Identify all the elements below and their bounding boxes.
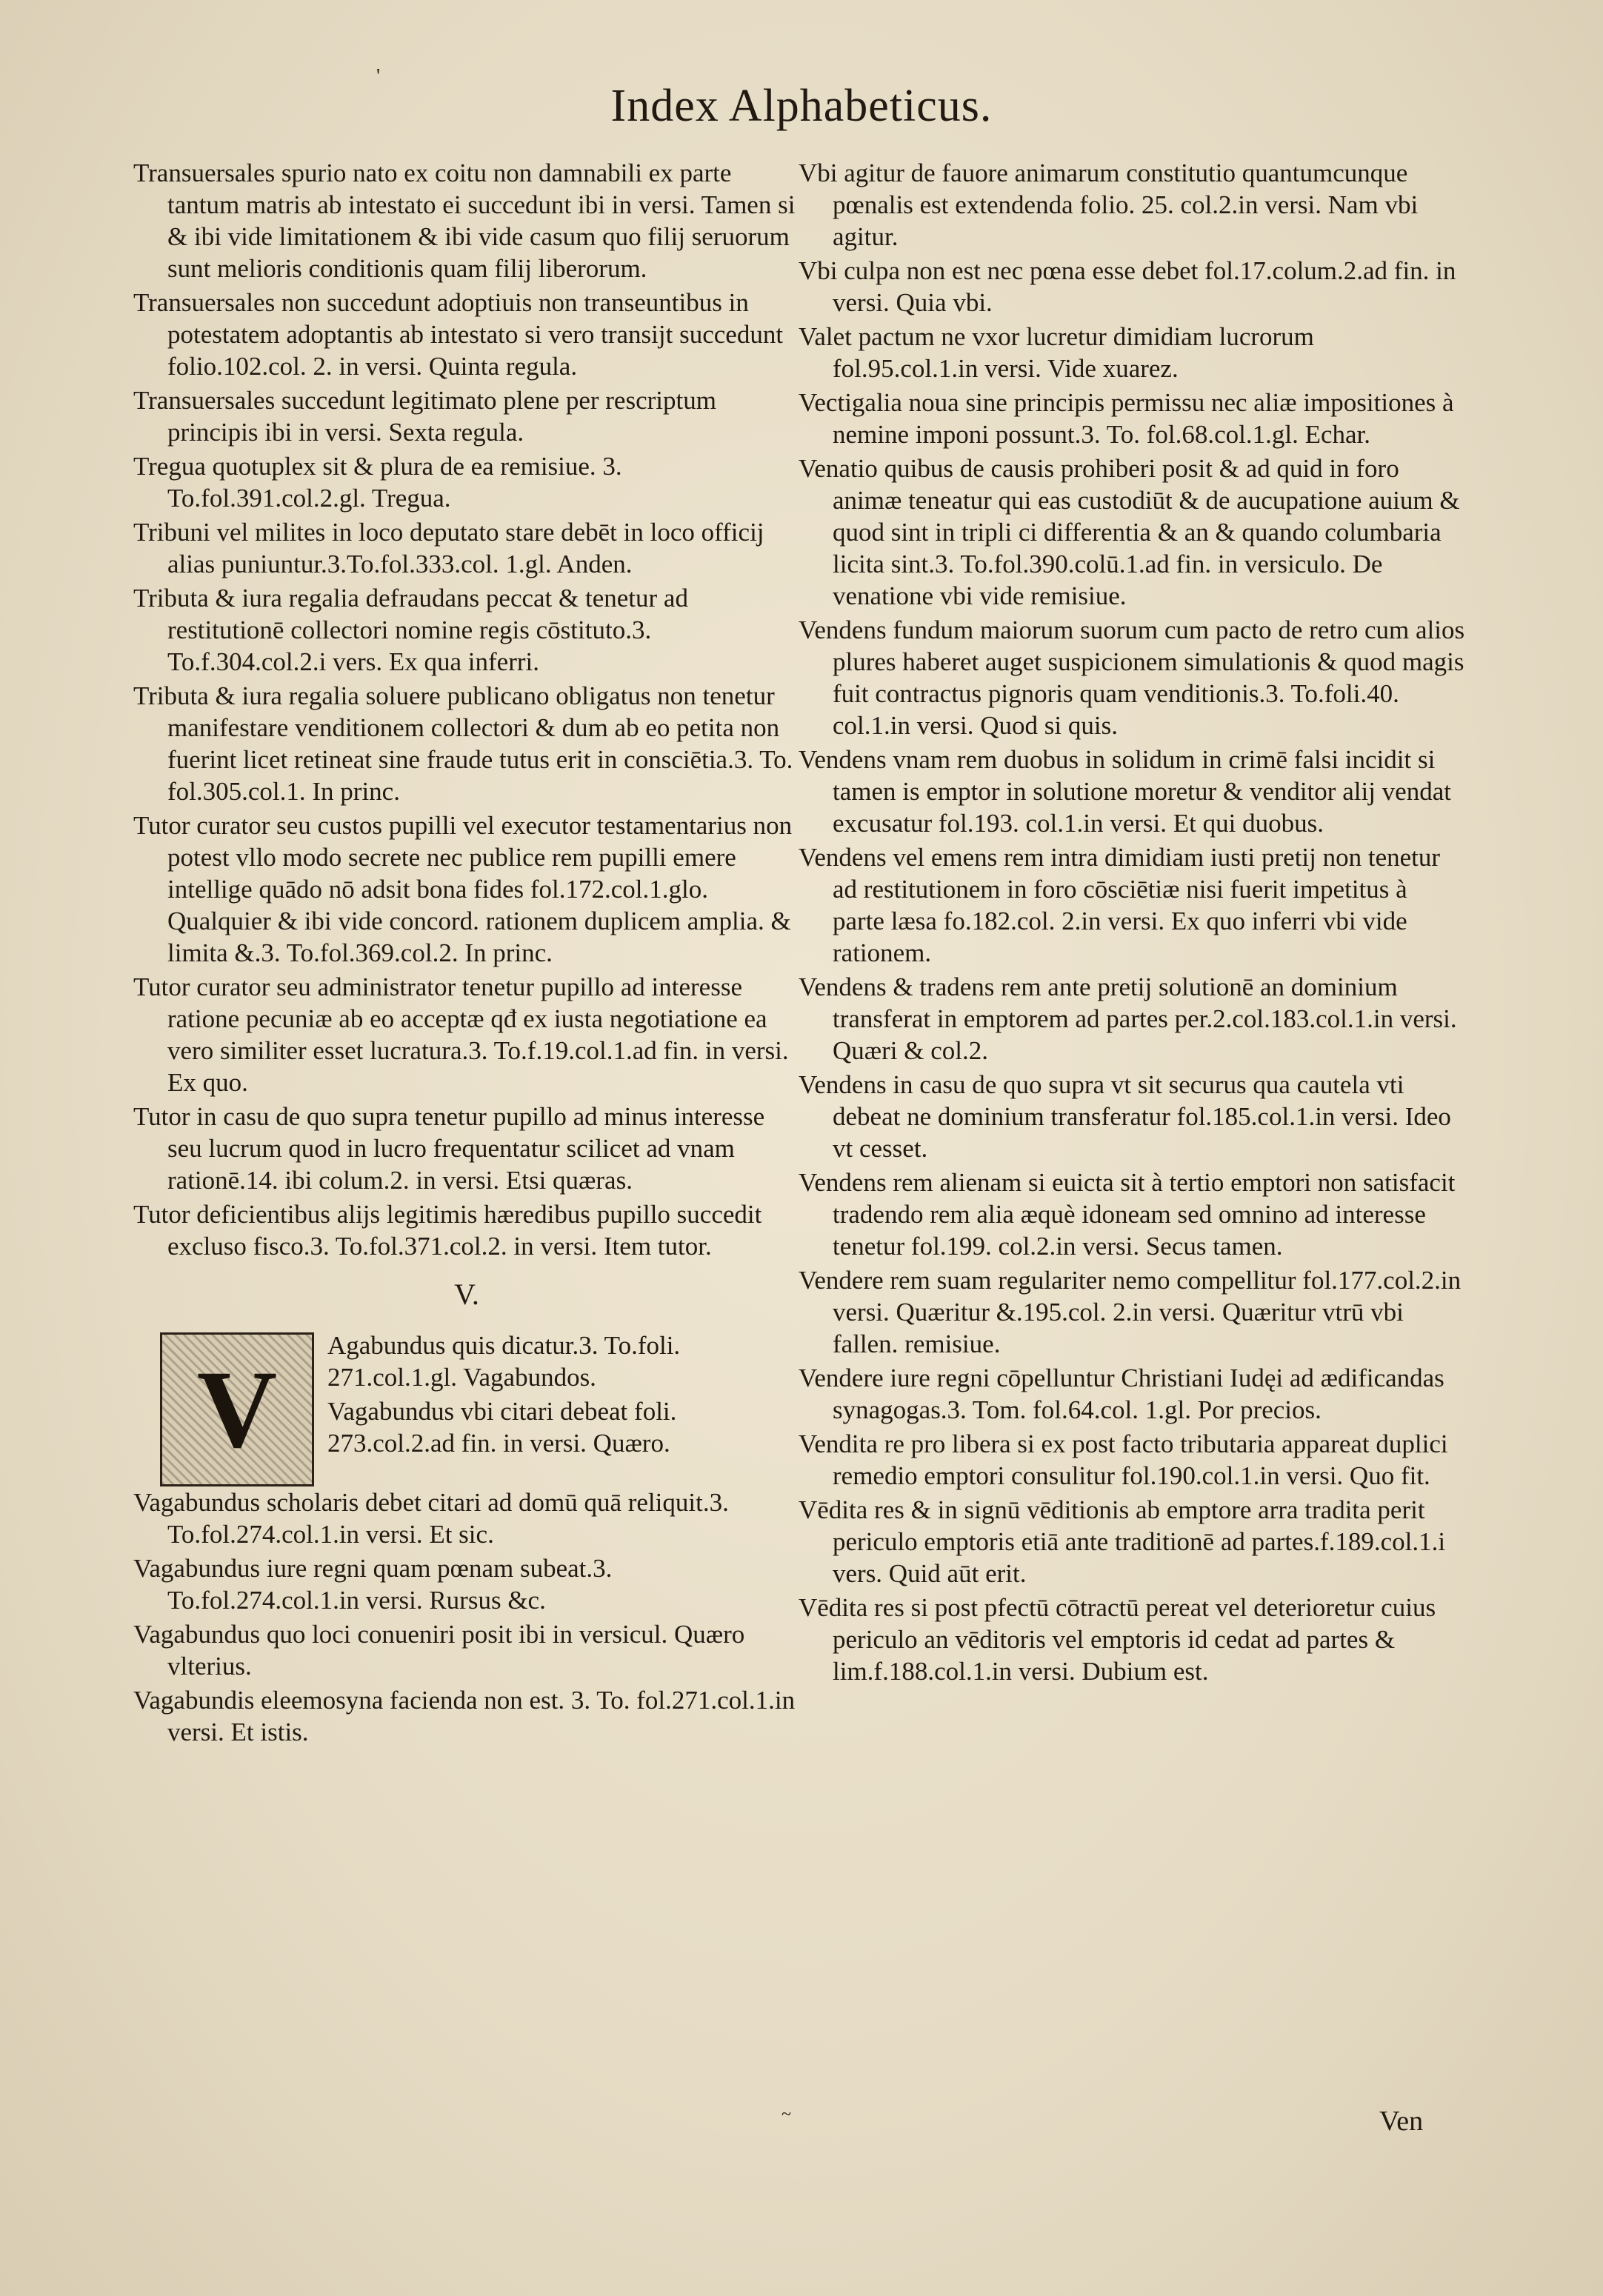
top-mark: ' xyxy=(376,65,381,88)
index-entry: Vagabundus quo loci conueniri posit ibi in versicul. Quæro vlterius. xyxy=(133,1620,745,1681)
left-entries-after xyxy=(133,1486,800,1748)
index-entry: Tutor deficientibus alijs legitimis hæredibus pupillo succedit excluso fisco.3. To.fol.371.col.2. in versi. Item tutor. xyxy=(133,1200,762,1261)
right-entries xyxy=(799,157,1465,1687)
dropcap-block xyxy=(133,1329,800,1486)
decorated-initial: V xyxy=(160,1332,314,1486)
index-entry: Vbi culpa non est nec pœna esse debet fol.17.colum.2.ad fin. in versi. Quia vbi. xyxy=(799,256,1456,317)
index-entry: Transuersales succedunt legitimato plene per rescriptum principis ibi in versi. Sexta regula. xyxy=(133,386,716,447)
index-entry: Vendens vel emens rem intra dimidiam iusti pretij non tenetur ad restitutionem in foro cōsciētiæ nisi fuerit impetitus à parte læsa fo.182.col. 2.in versi. Ex quo inferri vbi vide rationem. xyxy=(799,843,1441,967)
left-column xyxy=(133,157,800,1750)
index-entry: Tribuni vel milites in loco deputato stare debēt in loco officij alias puniuntur.3.To.fol.333.col. 1.gl. Anden. xyxy=(133,518,764,578)
index-entry: Transuersales spurio nato ex coitu non damnabili ex parte tantum matris ab intestato ei succedunt ibi in versi. Tamen si & ibi vide limitationem & ibi vide casum quo filij seruorum sunt melioris conditionis quam filij liberorum. xyxy=(133,158,796,283)
right-column xyxy=(799,157,1465,1689)
index-entry: Vbi agitur de fauore animarum constitutio quantumcunque pœnalis est extendenda folio. 25. col.2.in versi. Nam vbi agitur. xyxy=(799,158,1419,251)
index-entry: Vendere rem suam regulariter nemo compellitur fol.177.col.2.in versi. Quæritur &.195.col. 2.in versi. Quæritur vtrū vbi fallen. remisiue. xyxy=(799,1266,1462,1358)
index-entry: Transuersales non succedunt adoptiuis non transeuntibus in potestatem adoptantis ab intestato si vero transijt succedunt folio.102.col. 2. in versi. Quinta regula. xyxy=(133,288,784,381)
index-entry: Vendens & tradens rem ante pretij solutionē an dominium transferat in emptorem ad partes per.2.col.183.col.1.in versi. Quæri & col.2. xyxy=(799,972,1457,1065)
index-entry: Valet pactum ne vxor lucretur dimidiam lucrorum fol.95.col.1.in versi. Vide xuarez. xyxy=(799,322,1314,383)
index-entry: Venatio quibus de causis prohiberi posit & ad quid in foro animæ teneatur qui eas custodiūt & de aucupatione auium & quod sint in tripli ci differentia & an & quando columbaria licita sint.3. To.fol.390.colū.1.ad fin. in versiculo. De venatione vbi vide remisiue. xyxy=(799,454,1460,610)
index-entry: Tutor curator seu administrator tenetur pupillo ad interesse ratione pecuniæ ab eo acceptæ qđ ex iusta negotiatione ea vero similiter esset lucratura.3. To.f.19.col.1.ad fin. in versi. Ex quo. xyxy=(133,972,789,1097)
left-entries xyxy=(133,157,800,1262)
index-entry: Vendens fundum maiorum suorum cum pacto de retro cum alios plures haberet auget suspicionem simulationis & quod magis fuit contractus pignoris quam venditionis.3. To.foli.40. col.1.in versi. Quod si quis. xyxy=(799,615,1465,740)
index-entry: Vectigalia noua sine principis permissu nec aliæ impositiones à nemine imponi possunt.3. To. fol.68.col.1.gl. Echar. xyxy=(799,388,1454,449)
index-entry: Tributa & iura regalia soluere publicano obligatus non tenetur manifestare venditionem collectori & dum ab eo petita non fuerint licet retineat sine fraude tutus erit in consciētia.3. To. fol.305.col.1. In princ. xyxy=(133,681,793,806)
index-entry: Vendens vnam rem duobus in solidum in crimē falsi incidit si tamen is emptor in solutione moretur & venditor alij vendat excusatur fol.193. col.1.in versi. Et qui duobus. xyxy=(799,745,1451,838)
index-entry: Tutor in casu de quo supra tenetur pupillo ad minus interesse seu lucrum quod in lucro frequentatur scilicet ad vnam rationē.14. ibi colum.2. in versi. Etsi quæras. xyxy=(133,1102,765,1195)
index-entry: Agabundus quis dicatur.3. To.foli. 271.col.1.gl. Vagabundos. xyxy=(327,1331,681,1392)
index-entry: Vendens in casu de quo supra vt sit securus qua cautela vti debeat ne dominium transferatur fol.185.col.1.in versi. Ideo vt cesset. xyxy=(799,1070,1451,1163)
index-entry: Tutor curator seu custos pupilli vel executor testamentarius non potest vllo modo secrete nec publice rem pupilli emere intellige quādo nō adsit bona fides fol.172.col.1.glo. Qualquier & ibi vide concord. rationem duplicem amplia. & limita &.3. To.fol.369.col.2. In princ. xyxy=(133,811,793,967)
index-entry: Tregua quotuplex sit & plura de ea remisiue. 3. To.fol.391.col.2.gl. Tregua. xyxy=(133,452,622,513)
ornament: ~ xyxy=(781,2105,791,2124)
index-entry: Vagabundis eleemosyna facienda non est. 3. To. fol.271.col.1.in versi. Et istis. xyxy=(133,1686,796,1746)
section-letter: V. xyxy=(454,1278,479,1311)
index-entry: Vagabundus vbi citari debeat foli. 273.col.2.ad fin. in versi. Quæro. xyxy=(327,1397,677,1458)
running-head: Index Alphabeticus. xyxy=(610,81,993,131)
index-entry: Vēdita res & in signū vēditionis ab emptore arra tradita perit periculo emptoris etiā ante traditionē ad partes.f.189.col.1.i vers. Quid aūt erit. xyxy=(799,1495,1446,1588)
index-entry: Vagabundus iure regni quam pœnam subeat.3. To.fol.274.col.1.in versi. Rursus &c. xyxy=(133,1554,613,1615)
index-entry: Vagabundus scholaris debet citari ad domū quā reliquit.3. To.fol.274.col.1.in versi. Et sic. xyxy=(133,1488,729,1549)
catchword: Ven xyxy=(1379,2106,1424,2137)
index-entry: Vendens rem alienam si euicta sit à tertio emptori non satisfacit tradendo rem alia æquè idoneam sed omnino ad interesse tenetur fol.199. col.2.in versi. Secus tamen. xyxy=(799,1168,1456,1261)
index-entry: Vendere iure regni cōpelluntur Christiani Iudęi ad ædificandas synagogas.3. Tom. fol.64.col. 1.gl. Por precios. xyxy=(799,1364,1444,1424)
index-entry: Vēdita res si post pfectū cōtractū pereat vel deterioretur cuius periculo an vēditoris vel emptoris id cedat ad partes & lim.f.188.col.1.in versi. Dubium est. xyxy=(799,1593,1436,1686)
index-entry: Tributa & iura regalia defraudans peccat & tenetur ad restitutionē collectori nomine regis cōstituto.3. To.f.304.col.2.i vers. Ex qua inferri. xyxy=(133,584,688,676)
index-entry: Vendita re pro libera si ex post facto tributaria appareat duplici remedio emptori consulitur fol.190.col.1.in versi. Quo fit. xyxy=(799,1429,1448,1490)
